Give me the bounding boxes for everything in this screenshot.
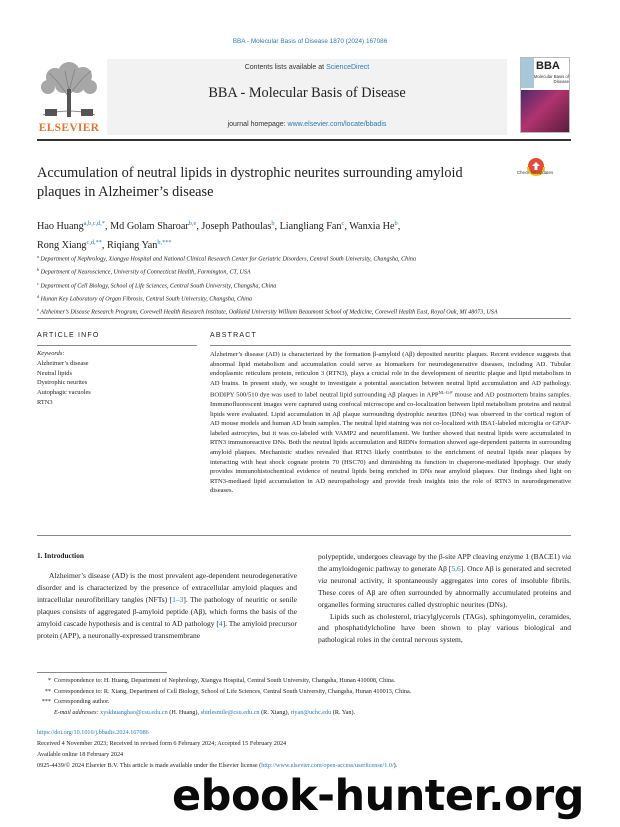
keyword-item: RTN3: [37, 398, 53, 406]
contents-available-line: Contents lists available at ScienceDirect: [244, 64, 370, 71]
header-divider: [37, 139, 571, 141]
footnote-divider: [37, 672, 167, 673]
author-name[interactable]: Riqiang Yan: [107, 240, 158, 251]
author-affiliation-marks[interactable]: b: [271, 220, 275, 227]
affiliation-item: $^a$ Department of Nephrology, Xiangya Hospital and National Clinical Research Center for Geriatric Disorders, Central South University, Changsha, China: [37, 254, 416, 263]
abstract-body: Alzheimer’s disease (AD) is characterized by the formation β-amyloid (Aβ) deposited neuritic plaques. Recent evidence suggests that abnormal lipid metabolism and accumulation could serve as biomarkers for neurodegenerative diseases, including AD. Tubular endoplasmic reticulum protein, reticulon 3 (RTN3), plays a crucial role in the development of neuritic plaque and lipid metabolism in AD brains. In present study, we sought to investigate a potential association between neutral lipid accumulation and AD pathology. BODIPY 500/510 dye was used to label neutral lipid surrounding Aβ plaques in $APP^{NL-G-F}$ mouse and AD postmortem brains samples. Immunofluorescent images were captured using confocal microscope and co-localization between lipid metabolism proteins and neutral lipids were evaluated. Lipid accumulation in Aβ plaque surrounding dystrophic neurites (DNs) was observed in the cortical region of AD mouse models and human AD brain samples. The neutral lipid staining was not co-localized with IBA1-labeled microglia or GFAP-labeled astrocytes, but it was co-labeled with VAMP2 and neurofilament. We further showed that neutral lipids were accumulated in RTN3 immunoreactive DNs. Both the neutral lipids accumulation and RIDNs formation showed age-dependent patterns in surrounding amyloid plaques. Mechanistic studies revealed that RTN3 likely contributes to the enrichment of neutral lipids near plaques by interacting with heat shock cognate protein 70 (HSC70) and diminishing its function in chaperone-mediated lipophagy. Our study provides immunohistochemical evidence of neutral lipids being enriched in DNs near amyloid plaques. Our findings shed light on RTN3-mediaed lipid accumulation in AD neuropathology and provide fresh insights into the role of RTN3 in neurodegenerative diseases.: [210, 351, 571, 495]
citation-link[interactable]: 1–3: [172, 594, 184, 604]
footnote-item: * Correspondence to: H. Huang, Department of Nephrology, Xiangya Hospital, Central South University, Changsha, Hunan 410008, China.: [47, 677, 396, 684]
license-link[interactable]: http://www.elsevier.com/open-access/userlicense/1.0/: [261, 762, 394, 769]
email-link[interactable]: shirlesmile@csu.edu.cn: [200, 708, 260, 716]
author-name[interactable]: Liangliang Fan: [279, 221, 342, 232]
keyword-item: Dystrophic neurites: [37, 379, 88, 387]
received-dates: Received 4 November 2023; Received in revised form 6 February 2024; Accepted 15 February 2024: [37, 740, 287, 747]
affiliation-item: $^e$ Alzheimer’s Disease Research Program, Corewell Health Research Institute, Oakland University William Beaumont School of Medicine, Corewell Health East, Royal Oak, MI 48073, USA: [37, 307, 498, 316]
cover-title: BBA: [536, 60, 560, 72]
footnotes: [37, 676, 571, 718]
check-for-updates-label[interactable]: Check for updates: [516, 170, 554, 175]
article-info-heading: ARTICLE INFO: [37, 332, 100, 339]
keyword-item: Alzheimer’s disease: [37, 360, 89, 367]
section-divider: [37, 318, 571, 319]
author-list: Hao Huang$^{a,b,c,d,*}$, Md Golam Sharoar$^{b,e}$, Joseph Pathoulas$^b$, Liangliang Fan$^c$, Wanxia He$^b$, Rong Xiang$^{c,d,**}$, Riqiang Yan$^{b,***}$: [37, 220, 401, 251]
affiliation-list: [37, 252, 527, 318]
journal-title: BBA - Molecular Basis of Disease: [208, 85, 406, 101]
introduction-heading: 1. Introduction: [37, 551, 84, 560]
citation-link[interactable]: 4: [218, 618, 223, 628]
cover-image: [521, 90, 569, 132]
author-affiliation-marks[interactable]: c,d,**: [86, 239, 102, 246]
author-name[interactable]: Md Golam Sharoar: [110, 221, 189, 232]
body-column-left: [37, 570, 297, 641]
article-title: Accumulation of neutral lipids in dystrophic neurites surrounding amyloid plaques in Alzheimer’s disease: [37, 165, 463, 200]
article-info-divider: [37, 345, 197, 346]
author-affiliation-marks[interactable]: a,b,c,d,*: [83, 220, 106, 227]
author-affiliation-marks[interactable]: b,e: [188, 220, 197, 227]
license-statement: 0925-4439/© 2024 Elsevier B.V. This article is made available under the Elsevier license (http://www.elsevier.com/open-access/userlicense/1.0/).: [37, 762, 398, 769]
keyword-item: Neutral lipids: [37, 369, 72, 377]
email-link[interactable]: riyan@uchc.edu: [290, 708, 332, 716]
author-name[interactable]: Rong Xiang: [37, 240, 87, 251]
footnote-item: *** Corresponding author.: [41, 698, 110, 705]
affiliation-item: $^b$ Department of Neuroscience, University of Connecticut Health, Farmington, CT, USA: [37, 267, 251, 276]
keyword-item: Autophagic vacuoles: [37, 389, 91, 397]
footnote-item: ** Correspondence to: R. Xiang, Department of Cell Biology, School of Life Sciences, Central South University, Changsha, Hunan 410013, China.: [44, 687, 412, 695]
journal-homepage-line: journal homepage: www.elsevier.com/locate/bbadis: [227, 121, 387, 128]
cover-subtitle: Molecular Basis of Disease: [533, 74, 569, 84]
doi-link[interactable]: https://doi.org/10.1016/j.bbadis.2024.167086: [37, 729, 149, 736]
body-paragraph: Alzheimer’s disease (AD) is the most prevalent age-dependent neurodegenerative disorder and is characterized by the presence of extracellular amyloid plaques and intracellular neurofibrillary tangles (NFTs) [1–3]. The pathology of neuritic or senile plaques consists of aggregated β-amyloid peptide (Aβ), which forms the basis of the amyloid cascade hypothesis and is central to AD pathology [4]. The amyloid precursor protein (APP), a neuronally-expressed transmembrane: [37, 571, 298, 640]
body-column-right: [318, 551, 571, 646]
available-online-date: Available online 18 February 2024: [37, 751, 124, 758]
affiliation-item: $^c$ Department of Cell Biology, School of Life Sciences, Central South University, Changsha, China: [37, 280, 277, 290]
author-name[interactable]: Wanxia He: [349, 221, 395, 232]
watermark-text: ebook-hunter.org: [172, 771, 584, 821]
affiliation-item: $^d$ Hunan Key Laboratory of Organ Fibrosis, Central South University, Changsha, China: [37, 293, 252, 303]
journal-cover-thumbnail[interactable]: [520, 57, 570, 133]
citation-link[interactable]: 5,6: [451, 563, 461, 573]
email-link[interactable]: xyskhuanghao@csu.edu.cn: [100, 708, 168, 716]
abstract-heading: ABSTRACT: [210, 332, 257, 339]
body-paragraph: polypeptide, undergoes cleavage by the β-site APP cleaving enzyme 1 (BACE1) via the amyloidogenic pathway to generate Aβ [5,6]. Once Aβ is generated and secreted via neuronal activity, it spontaneously aggregates into cores of insoluble fibrils. These cores of Aβ are often surrounded by abnormally accumulated proteins and organelles forming structures called dystrophic neurites (DNs).: [318, 552, 571, 609]
email-addresses: E-mail addresses: xyskhuanghao@csu.edu.cn (H. Huang), shirlesmile@csu.edu.cn (R. Xiang), riyan@uchc.edu (R. Yan).: [54, 708, 356, 716]
author-affiliation-marks[interactable]: c: [341, 220, 345, 227]
keywords-list: [37, 359, 91, 408]
journal-homepage-link[interactable]: www.elsevier.com/locate/bbadis: [287, 121, 387, 128]
body-paragraph: Lipids such as cholesterol, triacylglycerols (TAGs), sphingomyelin, ceramides, and phosphatidylcholine have been shown to play various biological and pathological roles in the central nervous system,: [318, 611, 571, 645]
top-journal-citation[interactable]: BBA - Molecular Basis of Disease 1870 (2024) 167086: [232, 38, 388, 45]
author-name[interactable]: Joseph Pathoulas: [201, 221, 272, 232]
keywords-label: Keywords:: [37, 350, 65, 357]
section-divider: [37, 535, 571, 536]
sciencedirect-link[interactable]: ScienceDirect: [326, 64, 370, 71]
author-affiliation-marks[interactable]: b,***: [157, 239, 172, 246]
abstract-divider: [210, 345, 571, 346]
elsevier-wordmark: ELSEVIER: [38, 122, 100, 134]
author-name[interactable]: Hao Huang: [37, 221, 84, 232]
author-affiliation-marks[interactable]: b: [394, 220, 398, 227]
